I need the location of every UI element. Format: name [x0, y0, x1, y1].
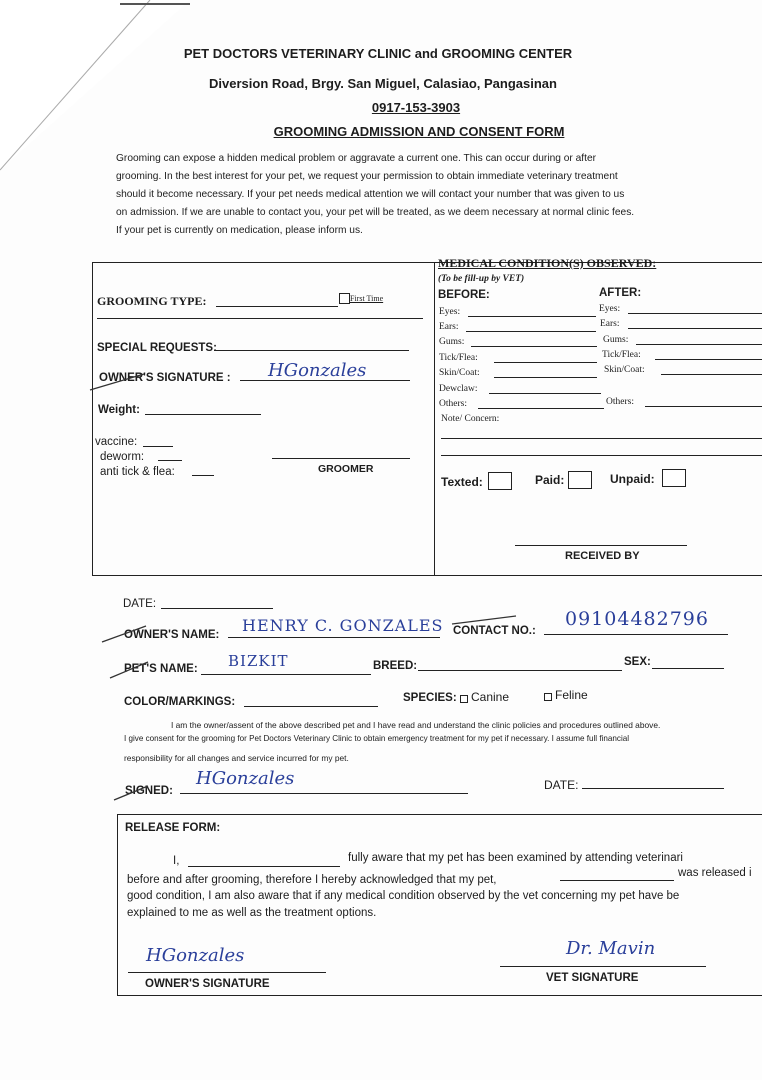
intro-paragraph	[116, 150, 726, 240]
checkmark-stroke-icon	[108, 658, 152, 682]
texted-label: Texted:	[441, 475, 483, 489]
checkmark-stroke-icon	[112, 782, 152, 804]
intro-line: Grooming can expose a hidden medical problem or aggravate a current one. This can occur during or after	[116, 153, 597, 164]
before-dewclaw-line[interactable]	[489, 393, 601, 394]
sex-label: SEX:	[624, 656, 651, 668]
checkmark-stroke-icon	[450, 612, 520, 626]
received-by-label: RECEIVED BY	[565, 550, 640, 562]
owner-name-value: HENRY C. GONZALES	[242, 616, 444, 635]
canine-checkbox[interactable]	[460, 695, 468, 703]
vaccine-line[interactable]	[143, 446, 173, 447]
after-others-label: Others:	[606, 397, 634, 407]
note-concern-label: Note/ Concern:	[441, 414, 500, 424]
received-by-line[interactable]	[515, 545, 687, 546]
after-ears-line[interactable]	[628, 328, 762, 329]
unpaid-label: Unpaid:	[610, 472, 655, 486]
grooming-type-line[interactable]	[216, 306, 338, 307]
unpaid-checkbox[interactable]	[662, 469, 686, 487]
release-title: RELEASE FORM:	[125, 822, 221, 834]
after-gums-label: Gums:	[603, 335, 629, 345]
signed-line[interactable]	[180, 793, 468, 794]
after-skin-label: Skin/Coat:	[604, 365, 645, 375]
owner-signature-label: OWNER'S SIGNATURE :	[99, 372, 231, 384]
before-label: BEFORE:	[438, 289, 490, 301]
after-eyes-line[interactable]	[628, 313, 762, 314]
texted-checkbox[interactable]	[488, 472, 512, 490]
owner-name-label: OWNER'S NAME:	[124, 629, 220, 641]
pet-name-label: PET'S NAME:	[124, 663, 198, 675]
before-gums-line[interactable]	[471, 346, 597, 347]
before-tick-label: Tick/Flea:	[439, 353, 478, 363]
checkmark-stroke-icon	[88, 366, 148, 396]
contact-value: 09104482796	[565, 608, 709, 630]
checkmark-stroke-icon	[100, 620, 150, 646]
release-line1-a: I,	[173, 855, 180, 867]
first-time-label: First Time	[350, 294, 384, 303]
breed-label: BREED:	[373, 660, 418, 672]
groomer-line[interactable]	[272, 458, 410, 459]
after-tick-label: Tick/Flea:	[602, 350, 641, 360]
after-others-line[interactable]	[645, 406, 762, 407]
after-skin-line[interactable]	[661, 374, 762, 375]
vet-signature-line[interactable]	[500, 966, 706, 967]
release-owner-signature-label: OWNER'S SIGNATURE	[145, 978, 270, 990]
special-requests-line[interactable]	[214, 350, 409, 351]
box-divider	[434, 262, 435, 575]
before-others-line[interactable]	[478, 408, 604, 409]
note-line-1[interactable]	[441, 438, 762, 439]
release-owner-signature-value: HGonzales	[146, 945, 245, 966]
special-requests-label: SPECIAL REQUESTS:	[97, 342, 217, 354]
date2-label: DATE:	[544, 778, 579, 792]
contact-label: CONTACT NO.:	[453, 625, 536, 637]
feline-checkbox[interactable]	[544, 693, 552, 701]
consent-line-2: I give consent for the grooming for Pet Doctors Veterinary Clinic to obtain emergency treatment for my pet if necessary. I assume full financial	[124, 734, 630, 743]
grooming-type-extra-line[interactable]	[97, 318, 423, 319]
before-others-label: Others:	[439, 399, 467, 409]
before-tick-line[interactable]	[494, 362, 597, 363]
vet-signature-value: Dr. Mavin	[566, 938, 656, 959]
release-form-box	[117, 814, 762, 996]
after-eyes-label: Eyes:	[599, 304, 621, 314]
consent-line-1: I am the owner/assent of the above described pet and I have read and understand the clinic policies and procedures outlined above.	[171, 720, 661, 730]
before-skin-label: Skin/Coat:	[439, 368, 480, 378]
vet-signature-label: VET SIGNATURE	[546, 972, 639, 984]
feline-label: Feline	[555, 688, 588, 702]
signed-label: SIGNED:	[125, 785, 173, 797]
intro-line: on admission. If we are unable to contact you, your pet will be treated, as we deem necessary at normal clinic fees.	[116, 207, 635, 218]
sex-line[interactable]	[652, 668, 724, 669]
deworm-label: deworm:	[100, 451, 145, 463]
groomer-label: GROOMER	[318, 463, 374, 475]
owner-signature-value: HGonzales	[268, 360, 367, 381]
note-line-2[interactable]	[441, 455, 762, 456]
after-label: AFTER:	[599, 287, 642, 299]
before-gums-label: Gums:	[439, 337, 465, 347]
weight-line[interactable]	[145, 414, 261, 415]
signed-value: HGonzales	[196, 768, 295, 789]
date-label: DATE:	[123, 598, 157, 610]
vaccine-label: vaccine:	[95, 436, 138, 448]
breed-line[interactable]	[418, 670, 622, 671]
pet-name-value: BIZKIT	[228, 652, 289, 670]
owner-name-line[interactable]	[228, 637, 440, 638]
clinic-phone: 0917-153-3903	[371, 100, 461, 115]
species-label: SPECIES:	[403, 692, 457, 704]
before-dewclaw-label: Dewclaw:	[439, 384, 478, 394]
form-title: GROOMING ADMISSION AND CONSENT FORM	[273, 124, 565, 139]
intro-line: grooming. In the best interest for your pet, we request your permission to obtain immediate veterinary treatment	[116, 171, 618, 182]
release-line1-b: fully aware that my pet has been examined by attending veterinari	[348, 852, 683, 864]
intro-line: If your pet is currently on medication, please inform us.	[116, 225, 363, 236]
date-line[interactable]	[161, 608, 273, 609]
after-ears-label: Ears:	[600, 319, 620, 329]
color-markings-line[interactable]	[244, 706, 378, 707]
release-line2-a: before and after grooming, therefore I hereby acknowledged that my pet,	[127, 874, 497, 886]
release-owner-signature-line[interactable]	[128, 972, 326, 973]
consent-line-3: responsibility for all changes and service incurred for my pet.	[124, 753, 349, 763]
clinic-address: Diversion Road, Brgy. San Miguel, Calasiao, Pangasinan	[209, 76, 557, 91]
anti-tick-line[interactable]	[192, 475, 214, 476]
intro-line: should it become necessary. If your pet needs medical attention we will contact your number that was given to us	[116, 189, 625, 200]
release-line3: good condition, I am also aware that if any medical condition observed by the vet concerning my pet have be	[127, 890, 680, 902]
color-markings-label: COLOR/MARKINGS:	[124, 696, 236, 708]
clinic-name: PET DOCTORS VETERINARY CLINIC and GROOMING CENTER	[183, 46, 573, 61]
paid-label: Paid:	[535, 473, 565, 487]
before-eyes-line[interactable]	[468, 316, 596, 317]
contact-line[interactable]	[544, 634, 728, 635]
first-time-checkbox[interactable]	[339, 293, 350, 304]
before-ears-line[interactable]	[466, 331, 596, 332]
after-tick-line[interactable]	[655, 359, 762, 360]
release-line4: explained to me as well as the treatment options.	[127, 907, 377, 919]
medical-subtitle: (To be fill-up by VET)	[438, 274, 525, 284]
deworm-line[interactable]	[158, 460, 182, 461]
paid-checkbox[interactable]	[568, 471, 592, 489]
weight-label: Weight:	[98, 404, 140, 416]
anti-tick-label: anti tick & flea:	[100, 466, 175, 478]
pet-name-line[interactable]	[201, 674, 371, 675]
release-pet-name-line[interactable]	[560, 880, 674, 881]
before-eyes-label: Eyes:	[439, 307, 461, 317]
after-gums-line[interactable]	[636, 344, 762, 345]
release-line2-b: was released i	[678, 867, 752, 879]
before-skin-line[interactable]	[494, 377, 597, 378]
release-owner-name-line[interactable]	[188, 866, 340, 867]
grooming-medical-box	[92, 262, 762, 576]
medical-title: MEDICAL CONDITION(S) OBSERVED:	[438, 256, 657, 270]
canine-label: Canine	[471, 690, 510, 704]
grooming-type-label: GROOMING TYPE:	[97, 294, 207, 308]
before-ears-label: Ears:	[439, 322, 459, 332]
date2-line[interactable]	[582, 788, 724, 789]
